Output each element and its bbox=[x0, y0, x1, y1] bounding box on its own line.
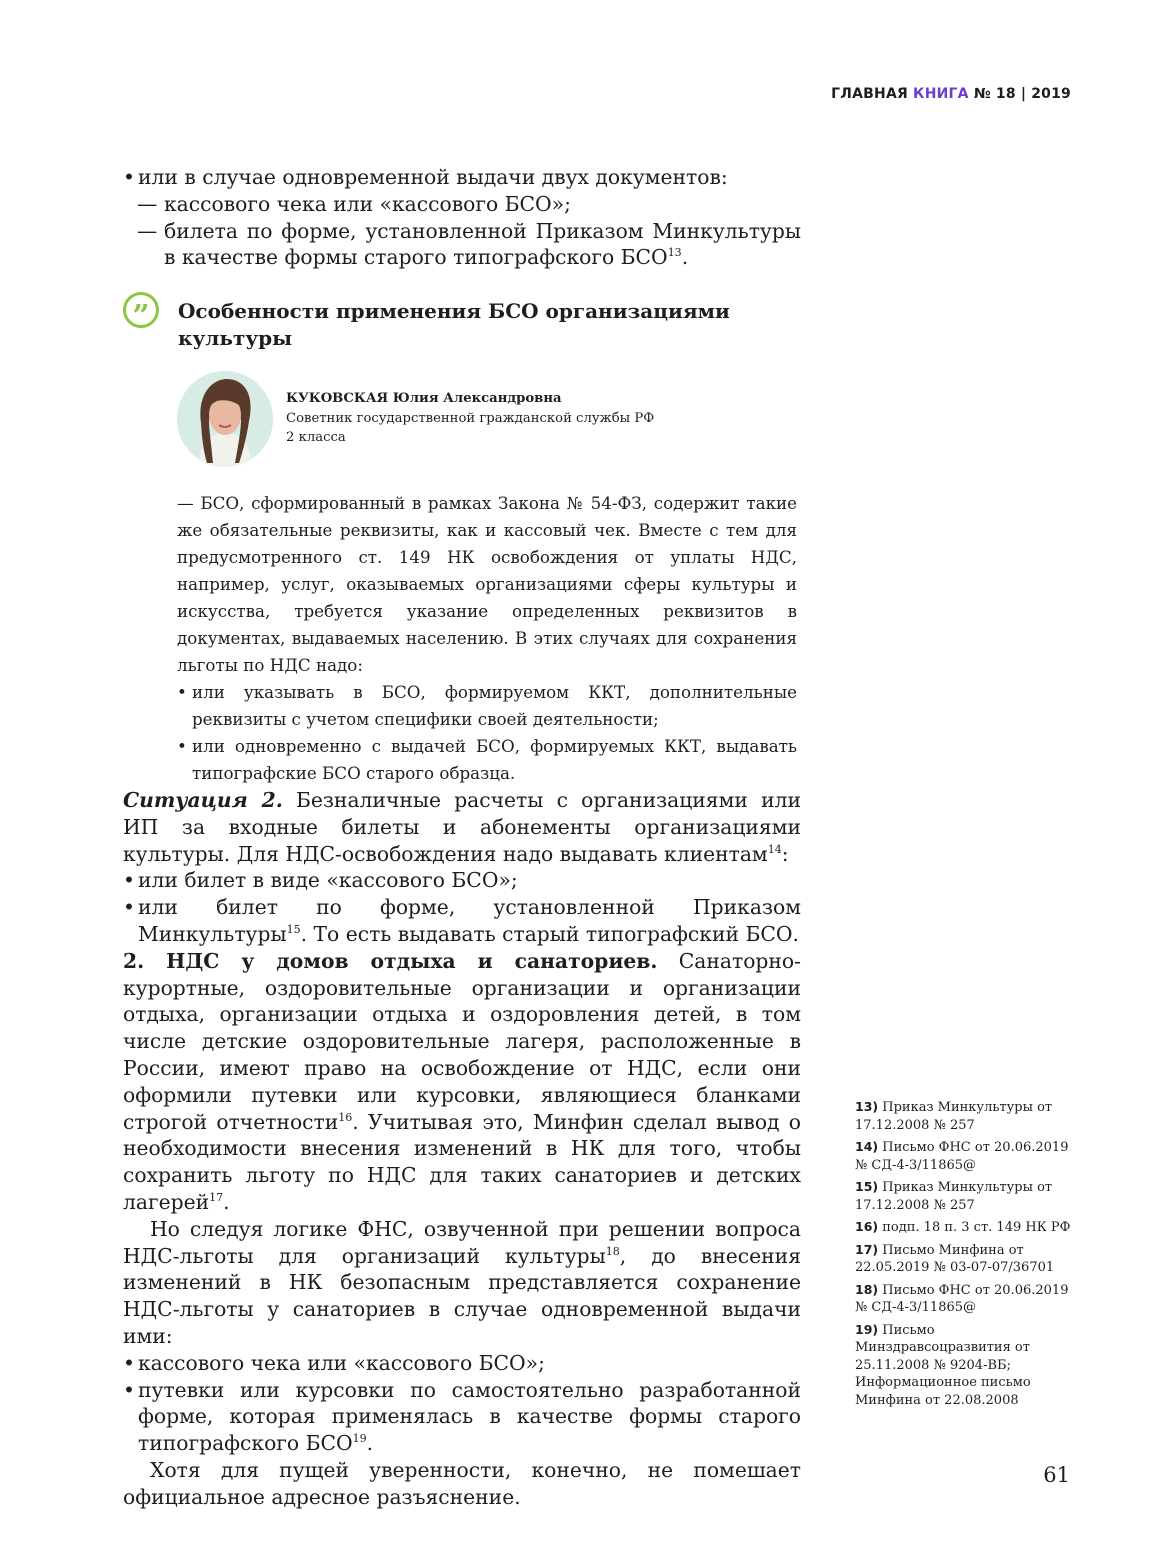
footnote: 16) подп. 18 п. 3 ст. 149 НК РФ bbox=[855, 1219, 1071, 1235]
running-header bbox=[831, 86, 1071, 102]
intro-bullet: • или в случае одновременной выдачи двух документов: bbox=[123, 164, 801, 191]
footnote: 19) Письмо Минздравсоцразвития от 25.11.2008 № 9204-ВБ; Информационное письмо Минфина от 22.08.2008 bbox=[855, 1321, 1031, 1408]
footnote: 14) Письмо ФНС от 20.06.2019 № СД-4-3/11865@ bbox=[855, 1139, 1069, 1173]
situation-bullet: • или билет по форме, установленной Приказом Минкультуры$^{15}$. То есть выдавать старый типографский БСО. bbox=[123, 894, 801, 948]
situation-label: Ситуация 2. bbox=[123, 788, 283, 812]
footnote-ref[interactable]: 16 bbox=[338, 1110, 353, 1124]
footnote: 18) Письмо ФНС от 20.06.2019 № СД-4-3/11865@ bbox=[855, 1281, 1069, 1315]
page-number: 61 bbox=[1043, 1463, 1070, 1487]
author-position: 2 класса bbox=[286, 430, 346, 445]
footnote: 17) Письмо Минфина от 22.05.2019 № 03-07-07/36701 bbox=[855, 1241, 1055, 1275]
footnotes bbox=[855, 1098, 1075, 1413]
footnote-ref[interactable]: 18 bbox=[605, 1244, 620, 1258]
brand-part2: КНИГА bbox=[913, 86, 969, 102]
section2-bullet: • кассового чека или «кассового БСО»; bbox=[123, 1350, 801, 1377]
section2-heading: 2. НДС у домов отдыха и санаториев. bbox=[123, 948, 658, 973]
footnote: 15) Приказ Минкультуры от 17.12.2008 № 257 bbox=[855, 1179, 1053, 1213]
section2-paragraph: 2. НДС у домов отдыха и санаториев. Санаторно-курортные, оздоровительные организации и организации отдыха, организации отдыха и оздоровления детей, в том числе детские оздоровительные лагеря, расположенные в России, имеют право на освобождение от НДС, если они оформили путевки или курсовки, являющиеся бланками строгой отчетности$^{16}$. Учитывая это, Минфин сделал вывод о необходимости внесения изменений в НК для того, чтобы сохранить льготу по НДС для таких санаториев и детских лагерей$^{17}$. bbox=[123, 948, 801, 1214]
expert-paragraph: — БСО, сформированный в рамках Закона № 54-ФЗ, содержит такие же обязательные реквизиты, как и кассовый чек. Вместе с тем для предусмотренного ст. 149 НК освобождения от уплаты НДС, например, услуг, оказываемых организациями сферы культуры и искусства, требуется указание определенных реквизитов в документах, выдаваемых населению. В этих случаях для сохранения льготы по НДС надо: bbox=[177, 493, 797, 675]
issue-number: № 18 | 2019 bbox=[973, 86, 1071, 102]
author-position: Советник государственной гражданской службы РФ bbox=[286, 410, 655, 426]
section-title: Особенности применения БСО организациями культуры bbox=[178, 299, 730, 350]
expert-bullet: • или указывать в БСО, формируемом ККТ, дополнительные реквизиты с учетом специфики своей деятельности; bbox=[177, 679, 797, 733]
intro-block bbox=[123, 164, 801, 271]
section2-paragraph: Но следуя логике ФНС, озвученной при решении вопроса НДС-льготы для организаций культуры$^{18}$, до внесения изменений в НК безопасным представляется сохранение НДС-льготы у санаториев в случае одновременной выдачи ими: bbox=[123, 1216, 801, 1348]
expert-bullet: • или одновременно с выдачей БСО, формируемых ККТ, выдавать типографские БСО старого образца. bbox=[177, 733, 797, 787]
quote-icon: ” bbox=[123, 292, 159, 328]
footnote-ref[interactable]: 14 bbox=[767, 842, 782, 856]
footnote: 13) Приказ Минкультуры от 17.12.2008 № 257 bbox=[855, 1099, 1053, 1133]
closing-paragraph: Хотя для пущей уверенности, конечно, не помешает официальное адресное разъяснение. bbox=[123, 1457, 801, 1509]
footnote-ref[interactable]: 17 bbox=[209, 1191, 224, 1205]
footnote-ref[interactable]: 13 bbox=[667, 246, 682, 260]
intro-dash-item: — билета по форме, установленной Приказом Минкультуры в качестве формы старого типографского БСО$^{13}$. bbox=[137, 218, 801, 270]
intro-dash-item: — кассового чека или «кассового БСО»; bbox=[137, 191, 571, 216]
footnote-ref[interactable]: 15 bbox=[286, 923, 301, 937]
author-avatar bbox=[177, 371, 273, 467]
author-name: КУКОВСКАЯ Юлия Александровна bbox=[286, 391, 562, 406]
situation-paragraph: Ситуация 2. Безналичные расчеты с организациями или ИП за входные билеты и абонементы организациями культуры. Для НДС-освобождения надо выдавать клиентам$^{14}$: bbox=[123, 788, 801, 866]
footnote-ref[interactable]: 19 bbox=[352, 1432, 367, 1446]
expert-comment bbox=[177, 490, 797, 787]
brand-part1: ГЛАВНАЯ bbox=[831, 86, 908, 102]
situation-bullet: • или билет в виде «кассового БСО»; bbox=[123, 867, 801, 894]
author-info bbox=[286, 389, 654, 448]
section2-bullet: • путевки или курсовки по самостоятельно разработанной форме, которая применялась в качестве формы старого типографского БСО$^{19}$. bbox=[123, 1377, 801, 1457]
body-text bbox=[123, 787, 801, 1511]
